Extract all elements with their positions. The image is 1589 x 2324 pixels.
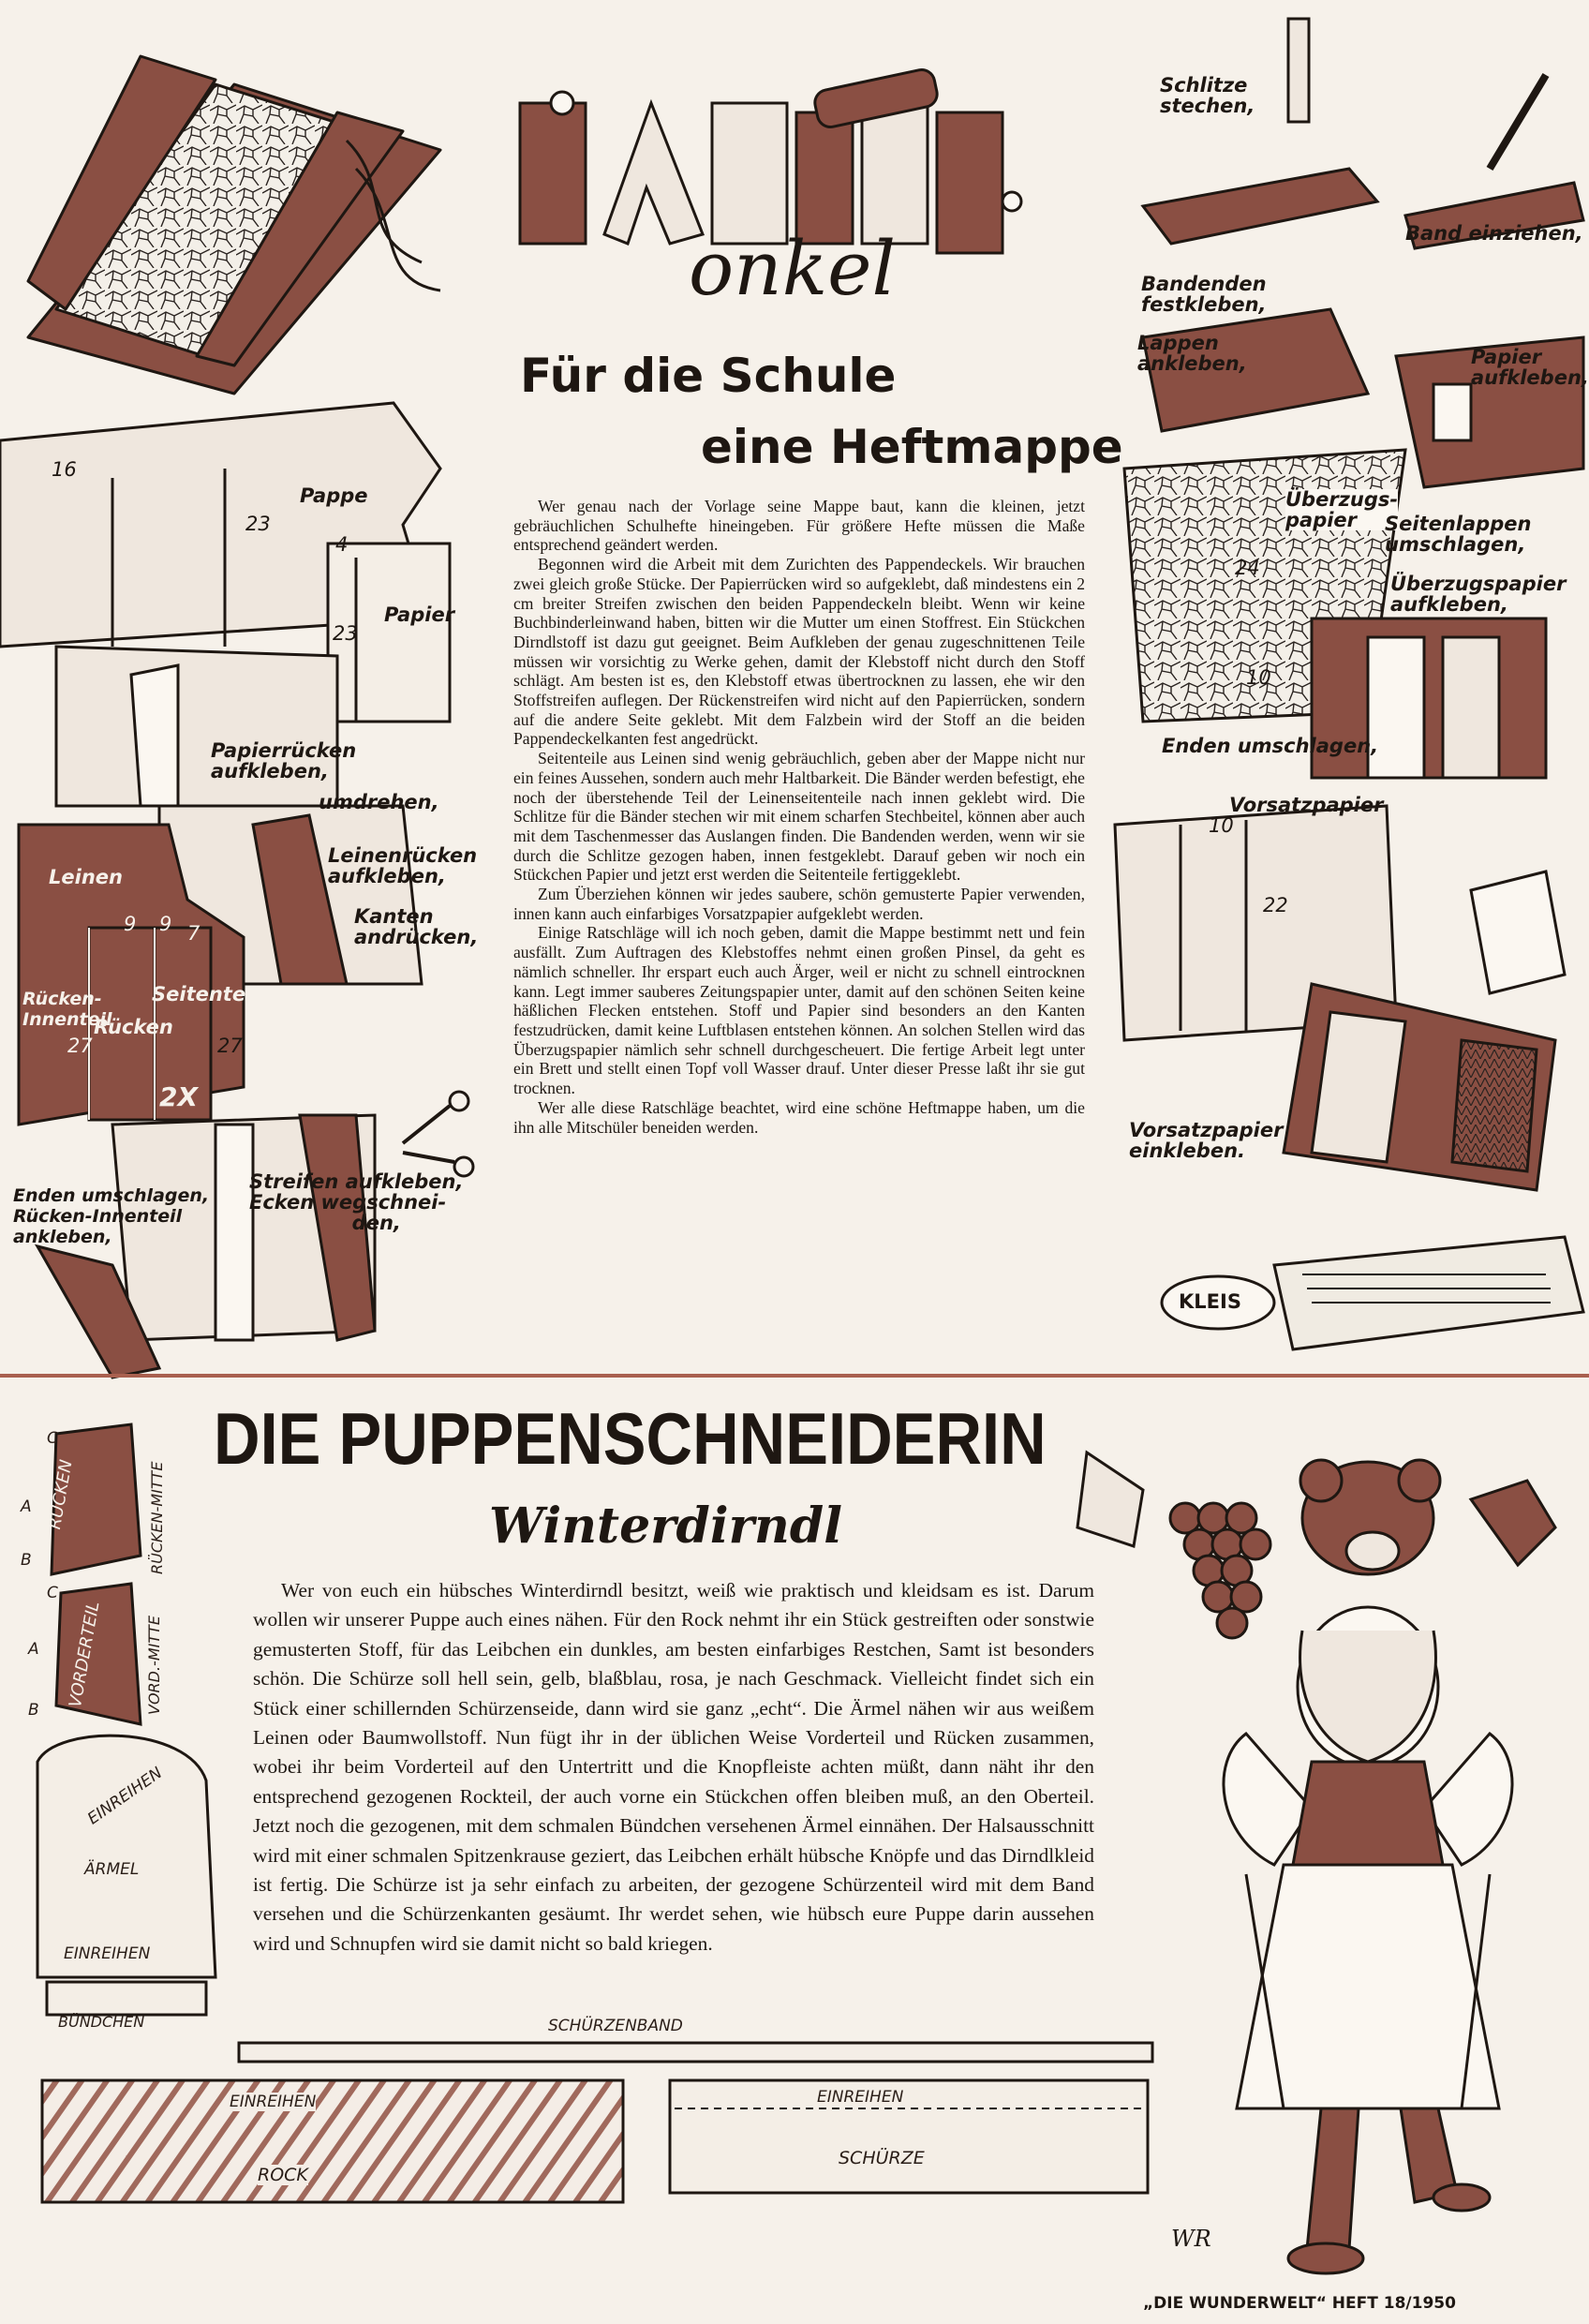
- label-dim-10a: 10: [1246, 666, 1271, 689]
- slits-illustration: [1143, 19, 1583, 248]
- pattern-label-a1: A: [21, 1497, 32, 1516]
- label-streifen: Streifen aufkleben, Ecken wegschnei- den,: [249, 1170, 464, 1234]
- label-dim-10b: 10: [1209, 814, 1234, 837]
- label-kanten: Kanten andrücken,: [354, 905, 479, 948]
- article-body: [513, 497, 1085, 1137]
- label-papier-aufkleben: Papier aufkleben,: [1471, 346, 1589, 389]
- pattern-label-einreihen-schuerze: EINREIHEN: [817, 2088, 904, 2107]
- label-2x: 2X: [159, 1081, 199, 1112]
- pattern-label-einreihen-bottom: EINREIHEN: [64, 1944, 151, 1963]
- label-ruecken: Rücken: [94, 1016, 173, 1038]
- logo-script: onkel: [689, 225, 897, 312]
- label-vorsatzpapier-einkleben: Vorsatzpapier einkleben.: [1129, 1119, 1284, 1162]
- paragraph: Wer genau nach der Vorlage seine Mappe baut, kann die kleinen, jetzt gebräuchlichen Schulhefte hineingeben. Für größere Hefte müssen die Maße entsprechend geändert werden.: [513, 497, 1085, 555]
- label-seitenlappen: Seitenlappen umschlagen,: [1385, 513, 1532, 556]
- pattern-label-einreihen-top: EINREIHEN: [84, 1764, 167, 1829]
- paragraph: Zum Überziehen können wir jedes saubere, schön gemusterte Papier verwenden, innen kann auch einfarbiges Vorsatzpapier aufgeklebt werden.: [513, 885, 1085, 923]
- pattern-label-vord-mitte: VORD.-MITTE: [145, 1615, 163, 1715]
- label-ruecken-innenteil: Rücken- Innenteil: [22, 989, 112, 1030]
- endpaper-glue-illustration: [1284, 984, 1555, 1190]
- label-papierruecken: Papierrücken aufkleben,: [211, 739, 357, 782]
- label-papier: Papier: [384, 603, 455, 626]
- pattern-label-a2: A: [28, 1640, 39, 1659]
- label-umdrehen: umdrehen,: [319, 791, 439, 813]
- pattern-label-rock: ROCK: [258, 2165, 308, 2185]
- label-leinen: Leinen: [49, 866, 123, 888]
- label-dim-23a: 23: [245, 513, 271, 535]
- pattern-label-buendchen: BÜNDCHEN: [58, 2013, 145, 2031]
- pattern-label-schuerzenband: SCHÜRZENBAND: [548, 2017, 683, 2035]
- doll-article-body: [253, 1576, 1094, 1959]
- pattern-label-c1: C: [47, 1429, 58, 1448]
- label-dim-22: 22: [1263, 894, 1288, 916]
- label-dim-9a: 9: [124, 913, 137, 935]
- label-schlitze: Schlitze stechen,: [1160, 74, 1255, 117]
- pattern-label-ruecken: RÜCKEN: [45, 1458, 77, 1531]
- paragraph: Begonnen wird die Arbeit mit dem Zurichten des Pappendeckels. Wir brauchen zwei gleich große Stücke. Der Papierrücken wird so aufgeklebt, daß mindestens ein 2 cm breiter Streifen zwischen den beiden Pappendeckeln bleibt. Wenn wir keine Buchbinderleinwand haben, bitten wir die Mutter um einen Stoffrest. Ein Stückchen Dirndlstoff ist dazu gut geeignet. Beim Aufkleben der genau zugeschnittenen Teile müssen wir vorsichtig zu Werke gehen, damit der Klebstoff nicht durch den Stoff schlägt. Am besten ist es, den Klebstoff etwas übertrocknen zu lassen, ehe wir den Stoffstreifen auflegen. Der Rückenstreifen wird nicht auf den Papierrücken, sondern auf die andere Seite geklebt. Mit dem Falzbein wird der Stoff an die beiden Pappendeckelkanten fest angedrückt.: [513, 555, 1085, 749]
- pattern-label-aermel: ÄRMEL: [84, 1860, 140, 1879]
- label-dim-27b: 27: [217, 1035, 243, 1057]
- paragraph: Seitenteile aus Leinen sind wenig gebräuchlich, geben aber der Mappe nicht nur ein feines Aussehen, sondern auch mehr Haltbarkeit. Die Bänder werden befestigt, ehe noch der überstehende Teil der Leinenseitenteile nach innen geklebt wird. Die Schlitze für die Bänder stechen wir mit einem scharfen Stechbeitel, können aber auch mit dem Taschenmesser das Auslangen finden. Die Bandenden werden, wenn wir sie durch die Schlitze gezogen haben, innen festgeklebt. Darauf geben wir noch ein Stückchen Papier und jetzt erst werden die Seitenteile fertiggeklebt.: [513, 749, 1085, 885]
- article-title-line1: Für die Schule: [520, 349, 897, 403]
- label-pappe: Pappe: [300, 484, 368, 507]
- pattern-label-b1: B: [21, 1551, 32, 1570]
- paragraph: Einige Ratschläge will ich noch geben, damit die Mappe bestimmt nett und fein ausfällt. Zum Auftragen des Klebstoffes nehmt einen großen Pinsel, da geht es nämlich schneller. Ihr erspart euch auch Ärger, weil er nicht zu schnell eintrocknen kann. Legt immer sauberes Zeitungspapier unter, damit auf den schönen Seiten keine häßlichen Flecken entstehen. Stoff und Papier sind besonders an den Kanten festzudrücken, damit keine Luftblasen entstehen können. An solchen Stellen wird das Überzugspapier nämlich sehr schnell durchgescheuert. Die fertige Arbeit legt unter ein Brett und stellt einen Topf voll Wasser drauf. Unter dieser Presse laßt ihr sie gut trocknen.: [513, 923, 1085, 1098]
- label-seitenteil: Seitenteil: [152, 983, 260, 1006]
- label-enden-umschlagen-right: Enden umschlagen,: [1162, 735, 1379, 757]
- pattern-label-vorderteil: VORDERTEIL: [66, 1600, 104, 1709]
- section-subtitle: Winterdirndl: [489, 1497, 842, 1555]
- pattern-label-ruecken-mitte: RÜCKEN-MITTE: [148, 1461, 166, 1574]
- label-enden-umschlagen-left: Enden umschlagen, Rücken-Innenteil ankleben,: [13, 1185, 210, 1247]
- pattern-label-c2: C: [47, 1584, 58, 1602]
- label-dim-7: 7: [187, 922, 200, 945]
- paragraph: Wer von euch ein hübsches Winterdirndl besitzt, weiß wie praktisch und kleidsam es ist. Darum wollen wir unserer Puppe auch eines nähen. Für den Rock nehmt ihr ein Stück gestreiften oder sonstwie gemusterten Stoff, für das Leibchen ein dunkles, am besten einfarbiges Restchen, Samt ist besonders schön. Die Schürze soll hell sein, gelb, blaßblau, rosa, je nach Geschmack. Vielleicht findet sich ein Stück einer schillernden Schürzenseide, dann wird sie ganz „echt“. Die Ärmel nähen wir aus weißem Leinen oder Baumwollstoff. Nun fügt ihr in der üblichen Weise Vorderteil und Rücken zusammen, wobei ihr beim Vorderteil auf den Untertritt und die Knopfleiste achten müßt, dann näht ihr den entsprechend gezogenen Rockteil, der auch vorne ein Stückchen offen bleiben muß, an den Oberteil. Jetzt noch die gezogenen, mit dem schmalen Bündchen versehenen Ärmel einnähen. Der Halsausschnitt wird mit einer schmalen Spitzenkrause geziert, das Leibchen erhält hübsche Knöpfe und das Dirndlkleid ist fertig. Die Schürze ist ja sehr einfach zu arbeiten, der gezogene Schürzenteil wird mit dem Band versehen und die Schürzenkanten gesäumt. Ihr werdet sehen, wie hübsch eure Puppe darin aussehen wird und Schnupfen wird sie damit nicht so bald kriegen.: [253, 1579, 1094, 1955]
- label-dim-23b: 23: [333, 622, 358, 645]
- folder-illustration: [28, 56, 440, 394]
- label-dim-27a: 27: [67, 1035, 93, 1057]
- label-vorsatzpapier: Vorsatzpapier: [1229, 794, 1384, 816]
- section-title: DIE PUPPENSCHNEIDERIN: [214, 1397, 1047, 1480]
- label-leinenruecken: Leinenrücken aufkleben,: [328, 844, 478, 887]
- label-lappen: Lappen ankleben,: [1137, 332, 1247, 375]
- label-dim-24: 24: [1235, 557, 1260, 579]
- pattern-label-b2: B: [28, 1701, 39, 1720]
- pattern-label-schuerze: SCHÜRZE: [839, 2148, 925, 2168]
- artist-signature: WR: [1171, 2226, 1211, 2252]
- label-band: Band einziehen,: [1405, 222, 1583, 245]
- label-dim-9b: 9: [159, 913, 172, 935]
- label-dim-16: 16: [52, 458, 77, 481]
- label-dim-4: 4: [335, 533, 349, 556]
- label-ueberzugspapier-aufkleben: Überzugspapier aufkleben,: [1390, 573, 1567, 616]
- label-ueberzugspapier-box: Überzugs- papier: [1285, 488, 1399, 531]
- pattern-label-einreihen-rock: EINREIHEN: [230, 2093, 317, 2111]
- label-bandenden: Bandenden festkleben,: [1141, 273, 1267, 316]
- label-kleister: KLEIS: [1179, 1290, 1241, 1313]
- footer-credit: „DIE WUNDERWELT“ HEFT 18/1950: [1143, 2294, 1456, 2313]
- paragraph: Wer alle diese Ratschläge beachtet, wird eine schöne Heftmappe haben, um die ihn alle Mitschüler beneiden werden.: [513, 1097, 1085, 1137]
- article-title-line2: eine Heftmappe: [701, 420, 1123, 474]
